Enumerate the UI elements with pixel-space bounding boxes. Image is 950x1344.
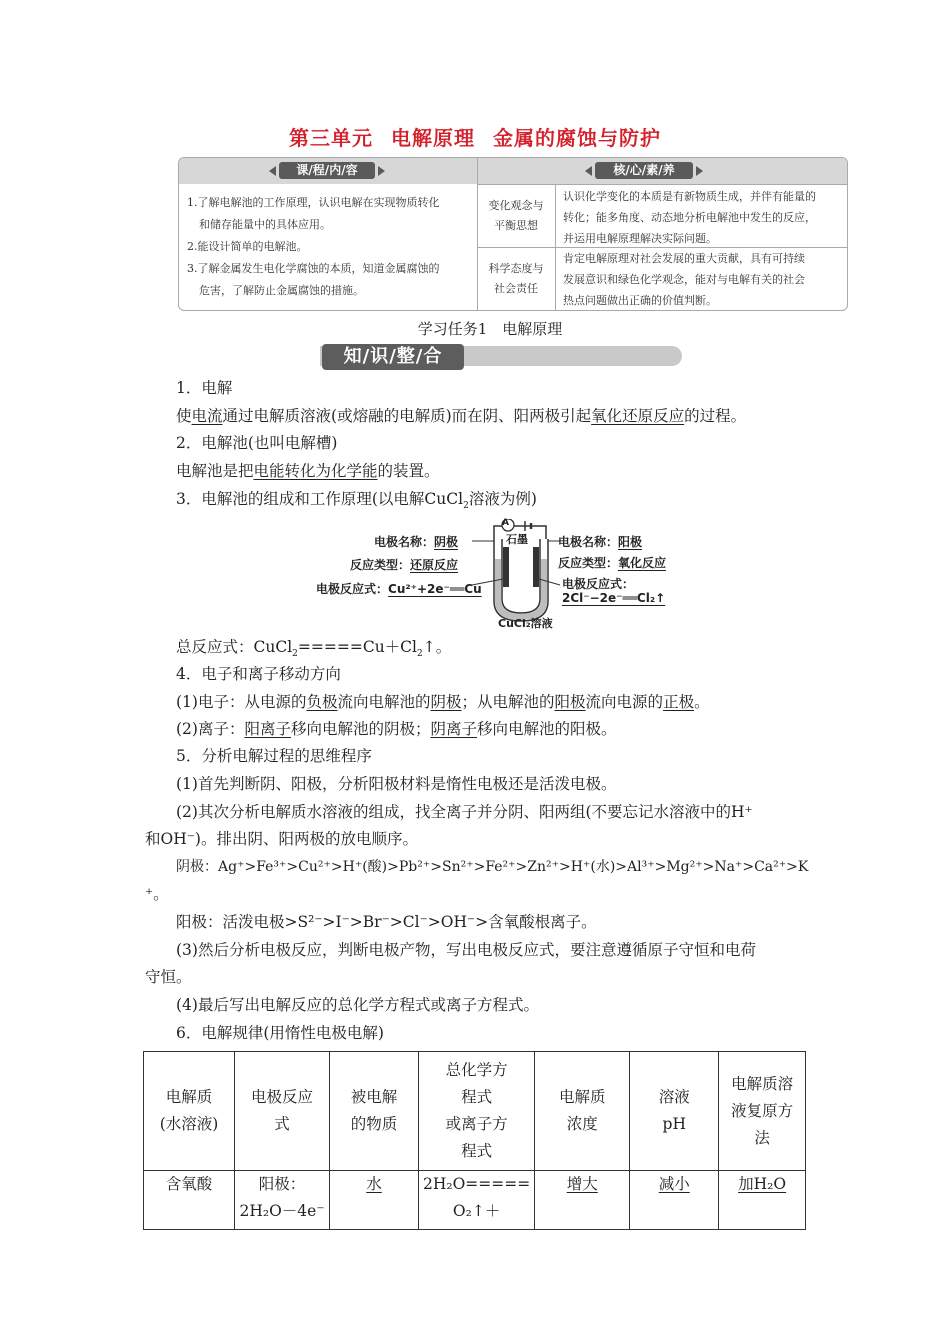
label-value: 2Cl⁻−2e⁻══Cl₂↑ [562,591,666,605]
cell-line: 电解质 [165,1088,213,1106]
label-key: 反应类型： [350,558,411,572]
paragraph [176,406,746,426]
table-header-cell [535,1052,630,1171]
literacy-key [477,259,555,299]
cell-line: 程式 [461,1088,493,1106]
cathode-order-cont: ⁺。 [145,885,169,903]
right-arrow-icon [378,166,385,176]
curriculum-item: 1.了解电解池的工作原理，认识电解在实现物质转化 [187,196,440,209]
title-subtopic: 金属的腐蚀与防护 [493,126,661,150]
blank-answer: 电流 [191,407,223,425]
literacy-key-line: 平衡思想 [494,219,538,232]
table-header-row [144,1052,806,1171]
literacy-key-line: 科学态度与 [488,262,544,275]
paragraph [176,719,617,739]
right-arrow-icon [696,166,703,176]
section-heading: 1．电解 [176,379,233,397]
title-topic: 电解原理 [391,126,475,150]
anode-type [558,554,666,571]
table-cell [630,1171,719,1230]
table-cell [235,1171,330,1230]
left-arrow-icon [269,166,276,176]
text: 移向电解池的阴极； [290,720,431,738]
blank-answer: 增大 [566,1175,598,1193]
cell-line: 2H₂O===== [423,1175,531,1193]
page-title [0,122,950,151]
text: 流向电解池的 [337,693,431,711]
cell-line: 含氧酸 [165,1175,213,1193]
paragraph [176,692,710,712]
cell-line: 法 [754,1128,770,1147]
label-value: Cu²⁺+2e⁻══Cu [388,582,482,596]
table-cell [535,1171,630,1230]
text: 通过电解质溶液(或熔融的电解质)而在阴、阳两极引起 [222,407,592,425]
ammeter-icon: A [502,518,509,528]
label-key: 反应类型： [558,556,619,570]
blank-answer: 阳极 [554,693,586,711]
curriculum-header-bar [179,158,477,184]
cell-line: 电解质 [558,1088,606,1106]
paragraph: (1)首先判断阴、阳极，分析阳极材料是惰性电极还是活泼电极。 [176,775,617,793]
anode-equation [562,591,665,605]
text: ↑。 [422,638,452,656]
curriculum-item: 危害，了解防止金属腐蚀的措施。 [199,284,364,297]
blank-answer: 阴离子 [430,720,478,738]
text: 移向电解池的阳极。 [477,720,617,738]
cathode-equation [316,580,482,597]
text: 溶液为例) [468,490,537,508]
curriculum-items [187,192,472,302]
literacy-line: 转化；能多角度、动态地分析电解池中发生的反应， [563,211,816,224]
label-key: 电极名称： [374,535,435,549]
literacy-desc [563,248,843,311]
table-header-cell [719,1052,806,1171]
literacy-line: 认识化学变化的本质是有新物质生成，并伴有能量的 [563,190,816,203]
cell-line: (水溶液) [159,1115,219,1133]
text: =====Cu＋Cl [297,638,418,656]
solution-label: CuCl₂溶液 [498,617,553,630]
anode-name [558,533,642,550]
table-cell [419,1171,535,1230]
literacy-line: 发展意识和绿色化学观念，能对与电解有关的社会 [563,273,805,286]
label-value: 还原反应 [410,558,459,572]
anode-order: 阳极：活泼电极>S²⁻>I⁻>Br⁻>Cl⁻>OH⁻>含氧酸根离子。 [176,913,597,931]
cell-line: 总化学方 [445,1061,508,1079]
label-key: 电极反应式： [316,582,389,596]
literacy-row [477,186,847,246]
blank-answer: 阴极 [430,693,462,711]
paragraph: (3)然后分析电极反应，判断电极产物，写出电极反应式，要注意遵循原子守恒和电荷 [176,941,756,959]
paragraph: (2)其次分析电解质水溶液的组成，找全离子并分阴、阳两组(不要忘记水溶液中的H⁺ [176,803,753,821]
section-heading: 2．电解池(也叫电解槽) [176,434,338,452]
cell-line: 阳极： [258,1175,306,1193]
text: 总反应式：CuCl [176,638,293,656]
title-unit: 第三单元 [289,126,373,150]
table-row [144,1171,806,1230]
cathode-order: 阴极：Ag⁺>Fe³⁺>Cu²⁺>H⁺(酸)>Pb²⁺>Sn²⁺>Fe²⁺>Zn²⁺>H⁺(水)>Al³⁺>Mg²⁺>Na⁺>Ca²⁺>K [176,859,809,875]
cell-line: 式 [274,1115,290,1133]
section-heading: 6．电解规律(用惰性电极电解) [176,1024,384,1042]
cell-line: 电极反应 [250,1088,313,1106]
blank-answer: 正极 [663,693,695,711]
table-cell [144,1171,235,1230]
table-header-cell [235,1052,330,1171]
cell-line: 或离子方 [445,1115,508,1133]
cell-line: 的物质 [350,1115,398,1133]
cathode-type [350,556,458,573]
label-value: 阳极 [618,535,643,549]
text: (1)电子：从电源的 [176,693,307,711]
blank-answer: 负极 [306,693,338,711]
blank-answer: 减小 [658,1175,690,1193]
label-value: 氧化反应 [618,556,667,570]
paragraph: (4)最后写出电解反应的总化学方程式或离子方程式。 [176,996,539,1014]
text: 使 [176,407,192,425]
paragraph: 和OH⁻)。排出阴、阳两极的放电顺序。 [145,830,418,848]
text: 的过程。 [684,407,747,425]
section-heading: 5．分析电解过程的思维程序 [176,747,372,765]
blank-answer: 水 [366,1175,382,1193]
cell-line: 2H₂O－4e⁻ [239,1202,325,1220]
cell-line: 程式 [461,1142,493,1160]
literacy-key-line: 社会责任 [494,282,538,295]
paragraph: 守恒。 [145,968,192,986]
electrolysis-diagram [312,519,672,631]
cell-line: 溶液 [658,1088,690,1106]
blank-answer: 阳离子 [244,720,291,738]
label-value: 阴极 [434,535,459,549]
text: (2)离子： [176,720,245,738]
cell-line: 被电解 [350,1088,398,1106]
cell-line: O₂↑＋ [452,1202,501,1220]
literacy-line: 热点问题做出正确的价值判断。 [563,294,717,307]
text: ；从电解池的 [461,693,555,711]
curriculum-box [178,157,848,311]
anode-equation-key: 电极反应式： [562,577,635,591]
knowledge-label: 知/识/整/合 [322,344,464,370]
cell-line: 浓度 [566,1115,598,1133]
total-equation [176,637,451,664]
task-title: 学习任务1 电解原理 [417,320,563,338]
table-header-cell [630,1052,719,1171]
table-cell [330,1171,419,1230]
divider [477,184,847,185]
literacy-line: 肯定电解原理对社会发展的重大贡献，具有可持续 [563,252,805,265]
subscript: 2 [417,649,423,660]
cathode-name [374,533,458,550]
text: 电解池是把 [176,462,254,480]
core-literacy-label: 核/心/素/养 [595,162,693,179]
left-arrow-icon [585,166,592,176]
literacy-key [477,196,555,236]
curriculum-item: 和储存能量中的具体应用。 [199,218,331,231]
literacy-row [477,248,847,310]
literacy-line: 并运用电解原理解决实际问题。 [563,232,717,245]
cell-line: pH [662,1115,686,1133]
label-key: 电极名称： [558,535,619,549]
table-header-cell [330,1052,419,1171]
table-header-cell [419,1052,535,1171]
table-cell [719,1171,806,1230]
blank-answer: 电能转化为化学能 [253,462,378,480]
cell-line: 液复原方 [731,1101,794,1120]
blank-answer: 氧化还原反应 [591,407,685,425]
cell-line: 电解质溶 [731,1074,794,1093]
section-heading [176,489,537,516]
curriculum-item: 2.能设计简单的电解池。 [187,240,308,253]
literacy-key-line: 变化观念与 [488,199,544,212]
electrolysis-table [143,1051,806,1230]
text: 3．电解池的组成和工作原理(以电解CuCl [176,490,464,508]
blank-answer: 加H₂O [738,1175,787,1193]
text: 。 [694,693,710,711]
curriculum-item: 3.了解金属发生电化学腐蚀的本质，知道金属腐蚀的 [187,262,440,275]
literacy-desc [563,186,843,249]
course-content-label: 课/程/内/容 [279,162,375,179]
section-heading: 4．电子和离子移动方向 [176,665,341,683]
subscript: 2 [292,649,298,660]
text: 的装置。 [377,462,440,480]
subscript: 2 [463,501,469,512]
text: 流向电源的 [585,693,664,711]
paragraph [176,461,440,481]
graphite-label: 石墨 [506,533,528,546]
literacy-header-bar [478,158,847,184]
table-header-cell [144,1052,235,1171]
